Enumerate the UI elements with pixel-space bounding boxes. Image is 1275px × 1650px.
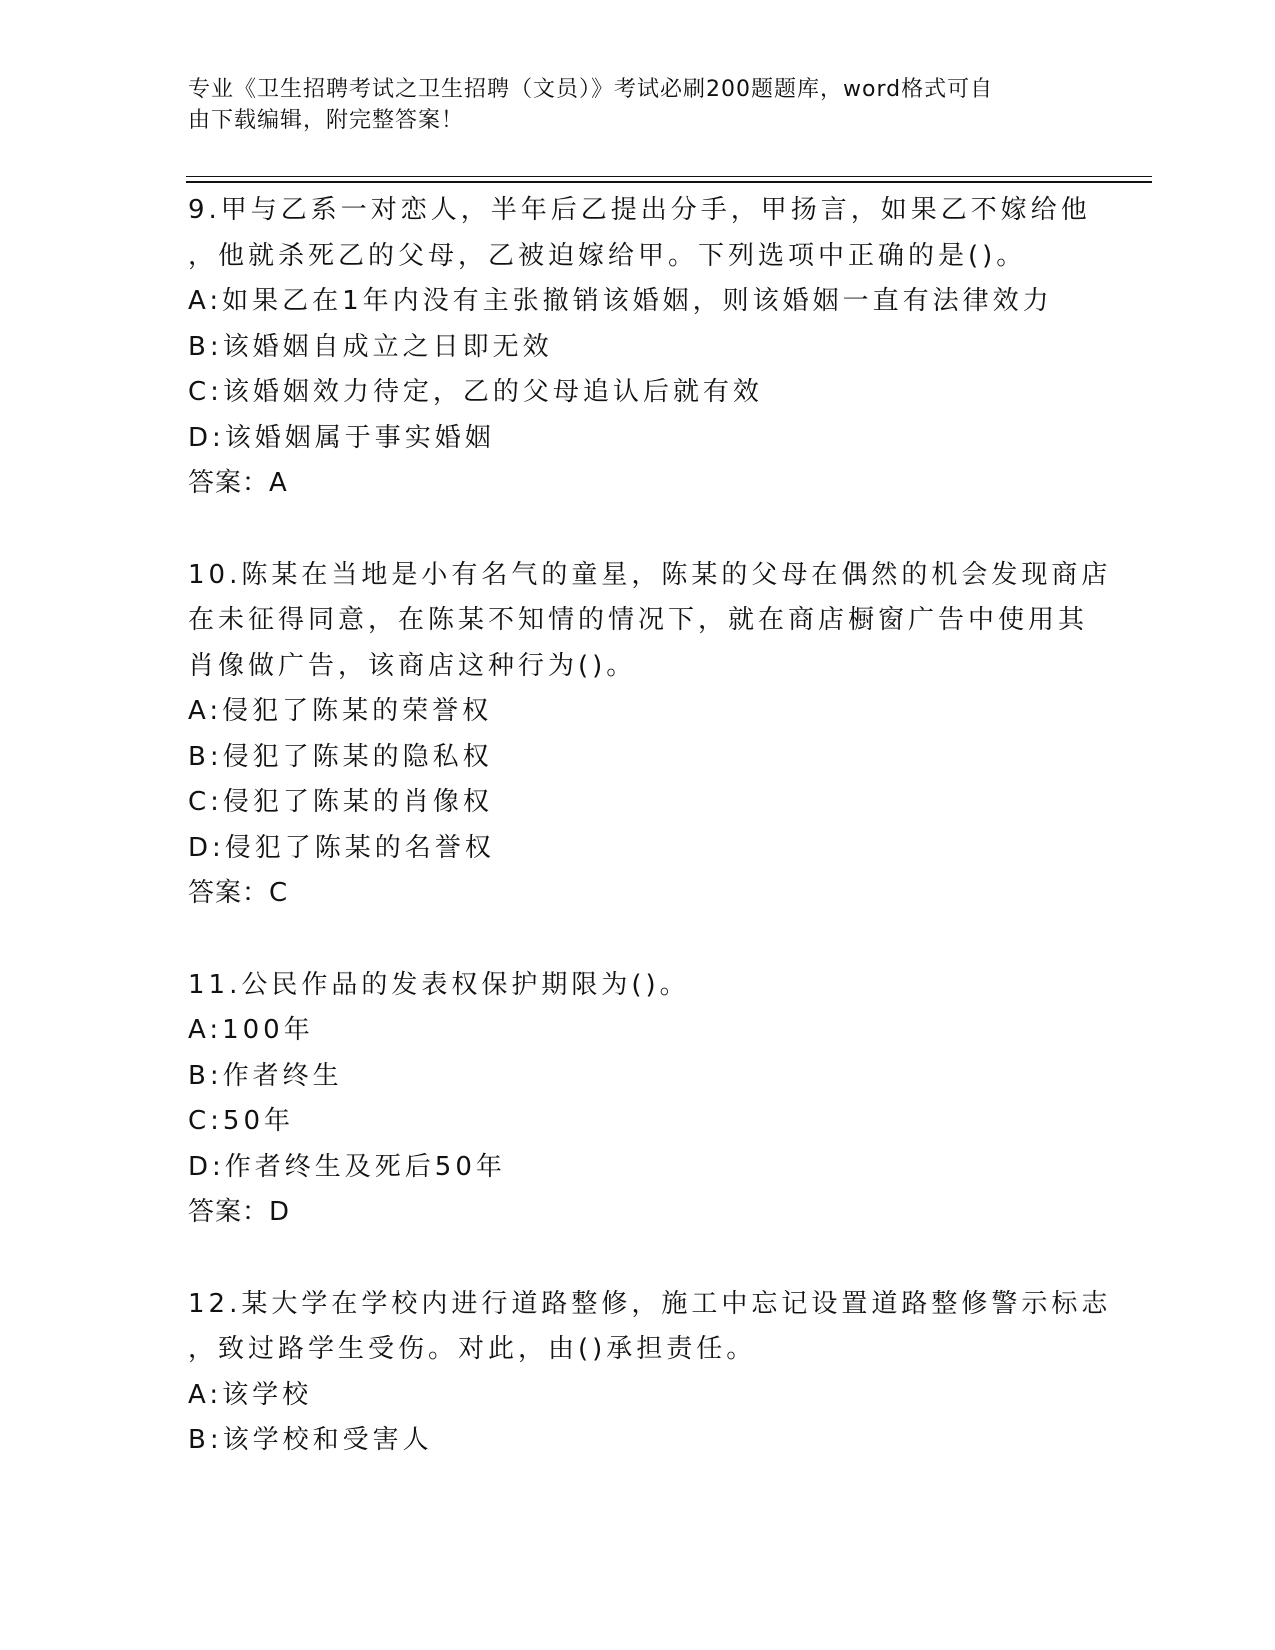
document-header	[188, 74, 1068, 136]
question-10	[188, 553, 1112, 917]
option-d: D:作者终生及死后50年	[188, 1151, 506, 1182]
option-b: B:该婚姻自成立之日即无效	[188, 331, 553, 362]
question-stem-line: 9.甲与乙系一对恋人，半年后乙提出分手，甲扬言，如果乙不嫁给他	[188, 195, 1091, 225]
question-9	[188, 188, 1091, 507]
answer-line: 答案：D	[188, 1197, 291, 1227]
question-stem-line: 肖像做广告，该商店这种行为()。	[188, 650, 637, 681]
option-a: A:如果乙在1年内没有主张撤销该婚姻，则该婚姻一直有法律效力	[188, 286, 1053, 316]
question-stem-line: 12.某大学在学校内进行道路整修，施工中忘记设置道路整修警示标志	[188, 1288, 1112, 1319]
question-12	[188, 1282, 1112, 1464]
answer-line: 答案：C	[188, 878, 289, 908]
header-line-2: 由下载编辑，附完整答案！	[188, 108, 465, 133]
option-b: B:作者终生	[188, 1060, 343, 1091]
option-a: A:100年	[188, 1015, 314, 1045]
question-stem-line: ，致过路学生受伤。对此，由()承担责任。	[188, 1334, 757, 1364]
option-b: B:侵犯了陈某的隐私权	[188, 741, 493, 772]
option-c: C:该婚姻效力待定，乙的父母追认后就有效	[188, 377, 763, 407]
answer-line: 答案：A	[188, 468, 288, 498]
option-a: A:该学校	[188, 1379, 313, 1410]
question-stem-line: 在未征得同意，在陈某不知情的情况下，就在商店橱窗广告中使用其	[188, 605, 1089, 635]
question-stem-line: 11.公民作品的发表权保护期限为()。	[188, 969, 690, 1000]
option-c: C:侵犯了陈某的肖像权	[188, 787, 493, 817]
option-d: D:侵犯了陈某的名誉权	[188, 832, 495, 863]
header-divider-thick	[186, 181, 1152, 183]
option-d: D:该婚姻属于事实婚姻	[188, 422, 495, 453]
header-divider-thin	[186, 176, 1152, 177]
option-b: B:该学校和受害人	[188, 1425, 433, 1455]
header-line-1: 专业《卫生招聘考试之卫生招聘（文员）》考试必刷200题题库，word格式可自	[188, 77, 994, 102]
question-11	[188, 963, 1088, 1236]
question-list	[188, 188, 1112, 1510]
question-stem-line: ，他就杀死乙的父母，乙被迫嫁给甲。下列选项中正确的是()。	[188, 240, 1027, 271]
option-a: A:侵犯了陈某的荣誉权	[188, 696, 493, 726]
question-stem-line: 10.陈某在当地是小有名气的童星，陈某的父母在偶然的机会发现商店	[188, 559, 1112, 590]
option-c: C:50年	[188, 1106, 294, 1136]
